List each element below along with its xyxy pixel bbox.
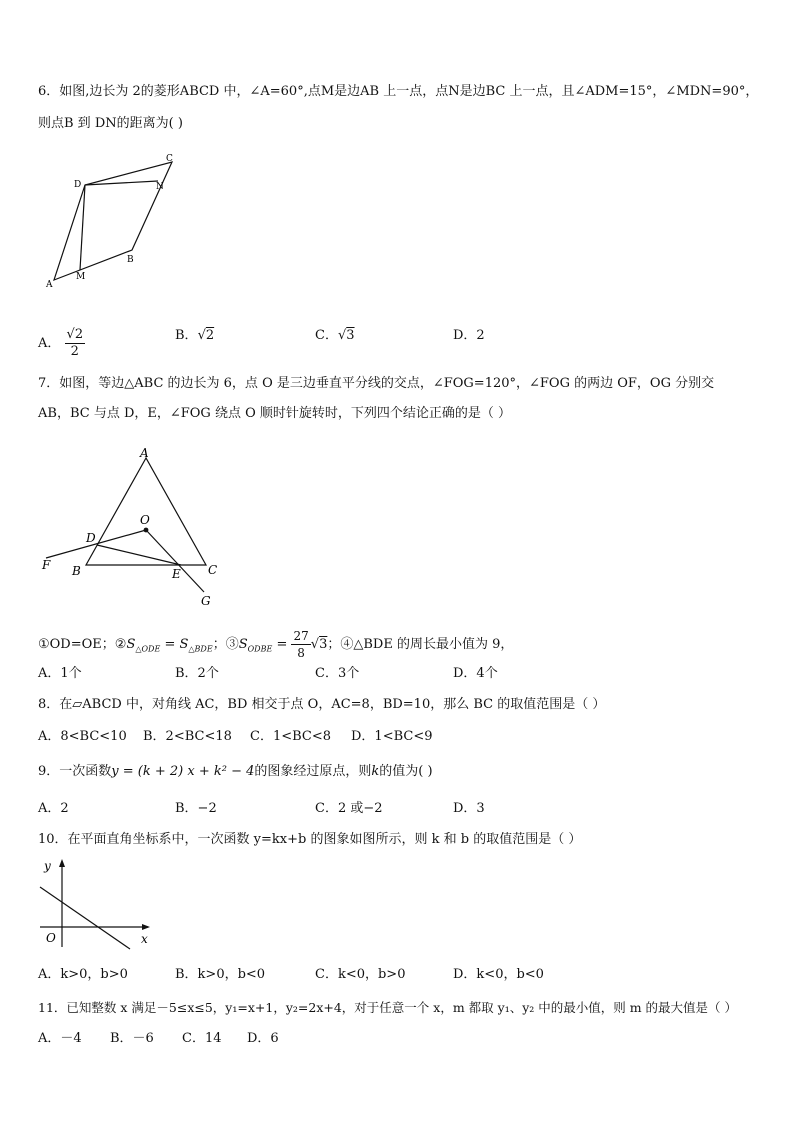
- q6-option-c[interactable]: [315, 328, 355, 344]
- q6-rhombus: [54, 162, 172, 280]
- q7-conclusion-3: ；③: [212, 637, 239, 652]
- q6-label-B: B: [127, 255, 134, 265]
- q6-text-line2: 则点B 到 DN的距离为( ): [38, 116, 183, 131]
- q7-ray-OF: [46, 530, 146, 558]
- q8-text-line1: 8．在▱ABCD 中，对角线 AC，BD 相交于点 O，AC=8，BD=10，那么 BC 的取值范围是（ ）: [38, 697, 606, 712]
- q7-area-sub: △BDE: [188, 644, 213, 654]
- q9-prefix: 9．一次函数: [38, 764, 112, 779]
- q7-area-sub: ODBE: [247, 644, 273, 654]
- q7-label-G: G: [201, 594, 211, 608]
- q10-label-x: x: [141, 932, 148, 946]
- q7-ray-OG: [146, 530, 204, 592]
- q9-suffix: 的图象经过原点，则: [254, 764, 372, 779]
- q7-area-symbol: S: [179, 637, 189, 652]
- q7-triangle-figure: [36, 444, 236, 610]
- q7-label-D: D: [86, 531, 96, 545]
- q6-option-c-prefix: C．: [315, 328, 338, 343]
- q7-text-line2: AB，BC 与点 D，E，∠FOG 绕点 O 顺时针旋转时，下列四个结论正确的是（ ）: [38, 406, 512, 421]
- q6-option-b-prefix: B．: [175, 328, 198, 343]
- q6-option-a-numerator: √2: [66, 327, 84, 342]
- q7-conclusions: [38, 628, 513, 661]
- q6-label-N: N: [156, 182, 164, 192]
- q9-text-line1: [38, 764, 433, 780]
- q11-option-d[interactable]: D．6: [247, 1031, 279, 1046]
- q9-formula: y = (k + 2) x + k² − 4: [111, 764, 255, 779]
- q11-text-line1: 11．已知整数 x 满足－5≤x≤5，y₁=x+1，y₂=2x+4，对于任意一个 x，m 都取 y₁、y₂ 中的最小值，则 m 的最大值是（ ）: [38, 1000, 738, 1015]
- q10-option-b[interactable]: B．k>0，b<0: [175, 967, 266, 982]
- q7-frac-den: 8: [297, 646, 305, 660]
- q7-area-symbol: S: [238, 637, 248, 652]
- q6-label-C: C: [166, 154, 173, 164]
- q6-option-c-value: 3: [346, 328, 355, 343]
- q7-conclusion-4: ；④△BDE 的周长最小值为 9，: [327, 637, 514, 652]
- q6-option-a-denominator: 2: [70, 344, 79, 359]
- q10-graph-figure: [36, 852, 166, 952]
- q7-option-c[interactable]: C．3个: [315, 666, 360, 681]
- q7-conclusion-1-2: ①OD=OE；②: [38, 637, 127, 652]
- q10-option-c[interactable]: C．k<0，b>0: [315, 967, 406, 982]
- q9-option-b[interactable]: B．−2: [175, 801, 217, 816]
- q6-option-b-value: 2: [205, 328, 215, 343]
- q7-triangle-ABC: [86, 458, 206, 565]
- q7-equals: =: [272, 637, 292, 652]
- sqrt-icon: √: [310, 637, 320, 652]
- q7-option-d[interactable]: D．4个: [453, 666, 498, 681]
- q9-k: k: [371, 764, 380, 779]
- q7-label-O: O: [140, 513, 150, 527]
- q10-text-line1: 10．在平面直角坐标系中，一次函数 y=kx+b 的图象如图所示，则 k 和 b 的取值范围是（ ）: [38, 832, 582, 847]
- q8-option-b[interactable]: B．2<BC<18: [143, 729, 232, 744]
- q7-area-symbol: S: [126, 637, 136, 652]
- q7-radicand: 3: [319, 637, 328, 652]
- q8-option-c[interactable]: C．1<BC<8: [250, 729, 332, 744]
- q9-option-a[interactable]: A．2: [38, 801, 69, 816]
- q11-option-a[interactable]: A．－4: [38, 1031, 82, 1046]
- q6-option-a[interactable]: [38, 327, 85, 360]
- q11-option-c[interactable]: C．14: [182, 1031, 222, 1046]
- q6-label-D: D: [74, 180, 82, 190]
- q6-rhombus-figure: [40, 150, 190, 290]
- q7-label-B: B: [72, 564, 81, 578]
- q7-label-A: A: [140, 446, 149, 460]
- q9-end: 的值为( ): [379, 764, 433, 779]
- q7-option-a[interactable]: A．1个: [38, 666, 82, 681]
- q6-label-A: A: [46, 280, 53, 290]
- q7-equals: =: [160, 637, 180, 652]
- q7-area-sub: △ODE: [135, 644, 161, 654]
- q6-text-line1: 6．如图,边长为 2的菱形ABCD 中，∠A=60°,点M是边AB 上一点，点N是边BC 上一点，且∠ADM=15°，∠MDN=90°，: [38, 84, 759, 99]
- q10-option-a[interactable]: A．k>0，b>0: [38, 967, 128, 982]
- sqrt-icon: √: [197, 328, 206, 343]
- q7-text-line1: 7．如图，等边△ABC 的边长为 6，点 O 是三边垂直平分线的交点，∠FOG=120°，∠FOG 的两边 OF，OG 分别交: [38, 376, 715, 391]
- q8-option-d[interactable]: D．1<BC<9: [351, 729, 433, 744]
- q7-point-O: [144, 528, 149, 533]
- q6-option-b[interactable]: [175, 328, 214, 344]
- arrow-right-icon: [142, 924, 150, 930]
- q9-option-d[interactable]: D．3: [453, 801, 485, 816]
- arrow-up-icon: [59, 859, 65, 867]
- q9-option-c[interactable]: C．2 或−2: [315, 801, 383, 816]
- q6-option-a-prefix: A．: [38, 336, 61, 351]
- q10-label-O: O: [46, 931, 56, 945]
- q7-label-E: E: [172, 567, 181, 581]
- q7-segment-DE: [97, 545, 181, 565]
- q6-option-d[interactable]: D．2: [453, 328, 485, 343]
- q10-option-d[interactable]: D．k<0，b<0: [453, 967, 544, 982]
- q6-label-M: M: [76, 272, 86, 282]
- q7-label-C: C: [208, 563, 218, 577]
- q7-option-b[interactable]: B．2个: [175, 666, 219, 681]
- q8-option-a[interactable]: A．8<BC<10: [38, 729, 127, 744]
- q7-label-F: F: [42, 558, 51, 572]
- q11-option-b[interactable]: B．－6: [110, 1031, 154, 1046]
- q10-label-y: y: [44, 859, 51, 873]
- q7-frac-num: 27: [293, 629, 309, 643]
- sqrt-icon: √: [337, 328, 347, 343]
